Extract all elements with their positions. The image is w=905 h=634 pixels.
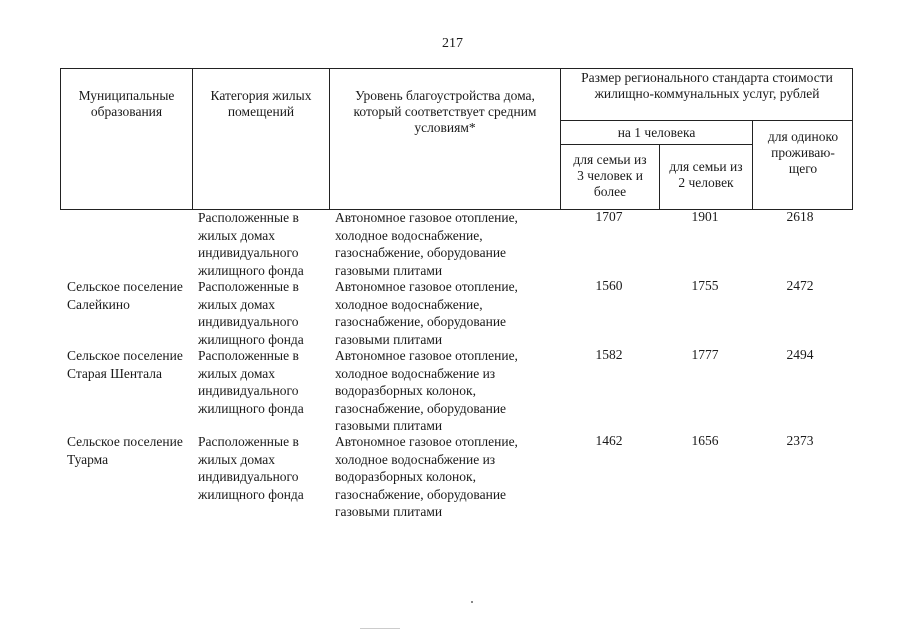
scan-speck [360, 628, 400, 629]
cell-level: Автономное газовое отопление, холодное водоснабжение из водоразборных колонок, газоснабжение, оборудование газовыми плитами [335, 434, 518, 519]
cell-family3: 1582 [595, 347, 623, 362]
cell-category: Расположенные в жилых домах индивидуального жилищного фонда [198, 348, 304, 416]
cell-family3: 1560 [595, 278, 623, 293]
header-family2: для семьи из 2 человек [669, 159, 743, 190]
header-single: для одиноко проживаю-щего [767, 129, 839, 176]
header-category: Категория жилых помещений [210, 88, 312, 119]
page-number: 217 [442, 36, 463, 51]
cell-municipality: Сельское поселение Туарма [67, 434, 183, 467]
cell-family2: 1656 [691, 433, 719, 448]
cell-single: 2472 [786, 278, 814, 293]
header-divider [560, 144, 752, 145]
cell-family2: 1777 [691, 347, 719, 362]
header-level: Уровень благоустройства дома, который соответствует средним условиям* [353, 88, 537, 135]
cell-municipality: Сельское поселение Салейкино [67, 279, 183, 312]
cell-single: 2618 [786, 209, 814, 224]
cell-level: Автономное газовое отопление, холодное водоснабжение, газоснабжение, оборудование газовыми плитами [335, 210, 518, 278]
cell-family2: 1901 [691, 209, 719, 224]
header-per-person: на 1 человека [617, 125, 696, 140]
header-standard: Размер регионального стандарта стоимости жилищно-коммунальных услуг, рублей [581, 70, 833, 101]
cell-single: 2373 [786, 433, 814, 448]
header-municipality: Муниципальные образования [78, 88, 175, 119]
cell-category: Расположенные в жилых домах индивидуального жилищного фонда [198, 279, 304, 347]
cell-municipality: Сельское поселение Старая Шентала [67, 348, 183, 381]
cell-family3: 1707 [595, 209, 623, 224]
cell-category: Расположенные в жилых домах индивидуального жилищного фонда [198, 210, 304, 278]
cell-level: Автономное газовое отопление, холодное водоснабжение, газоснабжение, оборудование газовыми плитами [335, 279, 518, 347]
header-family3: для семьи из 3 человек и более [573, 152, 647, 199]
cell-family3: 1462 [595, 433, 623, 448]
scan-speck [471, 601, 473, 603]
cell-family2: 1755 [691, 278, 719, 293]
cell-level: Автономное газовое отопление, холодное водоснабжение из водоразборных колонок, газоснабжение, оборудование газовыми плитами [335, 348, 518, 433]
cell-single: 2494 [786, 347, 814, 362]
cell-category: Расположенные в жилых домах индивидуального жилищного фонда [198, 434, 304, 502]
